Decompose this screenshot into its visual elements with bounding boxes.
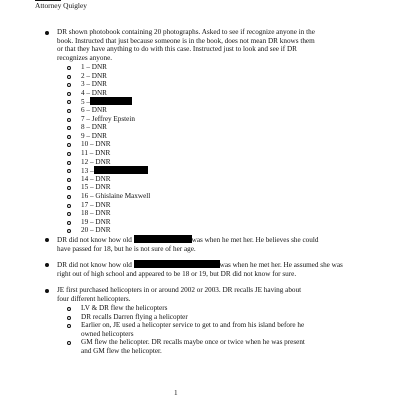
- circle-bullet-icon: [67, 143, 71, 147]
- circle-bullet-icon: [67, 204, 71, 208]
- paragraph-line: book. Instructed that just because someone is in the book, does not mean DR knows them: [57, 36, 315, 45]
- circle-bullet-icon: [67, 341, 71, 345]
- circle-bullet-icon: [67, 161, 71, 165]
- circle-bullet-icon: [67, 186, 71, 190]
- circle-bullet-icon: [67, 83, 71, 87]
- section-age-paragraph-2: DR did not know how old was when he met her. He assumed she was right out of high school and appeared to be 18 or 19, but DR did not know for sure.: [57, 260, 349, 278]
- circle-bullet-icon: [67, 316, 71, 320]
- section-helicopters-paragraph: [57, 286, 349, 303]
- paragraph-line: right out of high school and appeared to be 18 or 19, but DR did not know for sure.: [57, 269, 297, 278]
- circle-bullet-icon: [67, 307, 71, 311]
- circle-bullet-icon: [67, 221, 71, 225]
- paragraph-line: JE first purchased helicopters in or around 2002 or 2003. DR recalls JE having about: [57, 286, 302, 294]
- paragraph-line: four different helicopters.: [57, 294, 131, 303]
- circle-bullet-icon: [67, 212, 71, 216]
- paragraph-line: have passed for 18, but he is not sure of her age.: [57, 244, 196, 253]
- circle-bullet-icon: [67, 195, 71, 199]
- paragraph-line: recognizes anyone.: [57, 53, 113, 62]
- redaction-box: [134, 260, 220, 268]
- circle-bullet-icon: [67, 169, 71, 173]
- circle-bullet-icon: [67, 109, 71, 113]
- redaction-box: [90, 97, 132, 105]
- circle-bullet-icon: [67, 135, 71, 139]
- document-page: Attorney Quigley DR shown photobook containing 20 photographs. Asked to see if recognize anyone in the book. Instructed that just because someone is in the book, does not mean DR knows them or that they have anything to do with this case. Instructed just to look and see if DR recognizes anyone. 1 – DNR 2 – DNR 3 – DNR 4 – DNR 5 – 6 – DNR 7 – Jeffrey Epstein 8 – DNR 9 – DNR 10 – DNR 11 – DNR 12 – DNR 13 – 14 – DNR 15 – DNR 16 – Ghislaine Maxwell 17 – DNR 18 – DNR 19 – DNR 20 – DNR DR did not know how old was when he met her. He believes she could have passed for 18, but he is not sure of her age. DR did not know how old was when he met her. He assumed she was right out of high school and appeared to be 18 or 19, but DR did not know for sure. JE first purchased helicopters in or around 2002 or 2003. DR recalls JE having about four different helicopters. LV & DR flew the helicopters DR recalls Darren flying a helicopter Earlier on, JE used a helicopter service to get to and from his island before he owned helicopters GM flew the helicopter. DR recalls maybe once or twice when he was present and GM flew the helicopter. 1: [0, 0, 400, 400]
- redaction-box: [134, 235, 192, 243]
- circle-bullet-icon: [67, 66, 71, 70]
- page-number: 1: [174, 389, 178, 397]
- circle-bullet-icon: [67, 92, 71, 96]
- header-title: Attorney Quigley: [35, 1, 87, 10]
- circle-bullet-icon: [67, 229, 71, 233]
- bullet-icon: [45, 289, 49, 293]
- circle-bullet-icon: [67, 118, 71, 122]
- section-photobook-paragraph: [57, 28, 349, 62]
- bullet-icon: [45, 31, 49, 35]
- circle-bullet-icon: [67, 75, 71, 79]
- circle-bullet-icon: [67, 324, 71, 328]
- circle-bullet-icon: [67, 126, 71, 130]
- circle-bullet-icon: [67, 178, 71, 182]
- circle-bullet-icon: [67, 100, 71, 104]
- bullet-icon: [45, 238, 49, 242]
- paragraph-line: DR shown photobook containing 20 photographs. Asked to see if recognize anyone in the: [57, 28, 315, 36]
- paragraph-line: or that they have anything to do with this case. Instructed just to look and see if DR: [57, 45, 297, 54]
- bullet-icon: [45, 263, 49, 267]
- redaction-box: [94, 166, 148, 174]
- section-age-paragraph-1: DR did not know how old was when he met her. He believes she could have passed for 18, but he is not sure of her age.: [57, 235, 349, 253]
- circle-bullet-icon: [67, 152, 71, 156]
